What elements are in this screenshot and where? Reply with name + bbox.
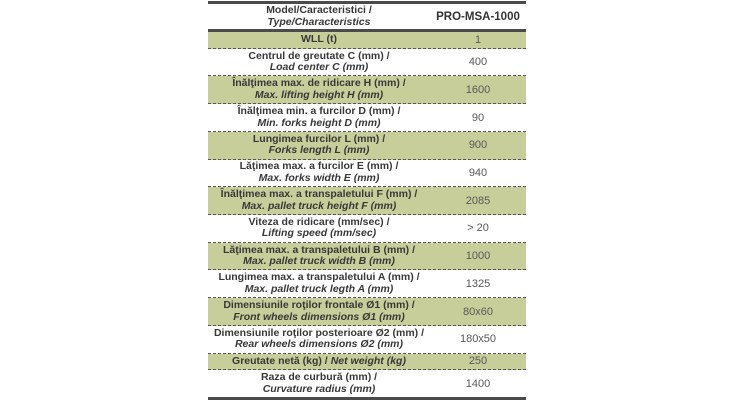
spec-label-ro: Lăţimea max. a transpaletului B (mm) / — [223, 243, 415, 256]
spec-label — [208, 370, 430, 397]
spec-label-ro: Viteza de ridicare (mm/sec) / — [248, 215, 390, 228]
spec-label — [208, 104, 430, 131]
table-row — [208, 32, 526, 49]
table-row — [208, 326, 526, 354]
spec-label-en: Net weight (kg) — [330, 354, 406, 367]
spec-value: 940 — [468, 166, 488, 179]
spec-label-ro: Înălţimea min. a furcilor D (mm) / — [237, 105, 401, 118]
table-row — [208, 76, 526, 104]
spec-label — [208, 187, 430, 214]
header-row — [208, 4, 526, 32]
spec-label-ro: Lăţimea max. a furcilor E (mm) / — [239, 160, 399, 173]
spec-label — [208, 326, 430, 353]
spec-label-ro: Dimensiunile roţilor frontale Ø1 (mm) / — [223, 299, 415, 312]
table-row — [208, 132, 526, 160]
table-row — [208, 215, 526, 243]
spec-value: 1000 — [465, 250, 491, 263]
table-row — [208, 270, 526, 298]
spec-value: 1600 — [465, 83, 491, 96]
spec-label-en: Load center C (mm) — [269, 61, 369, 74]
spec-label-en: Max. pallet truck legth A (mm) — [244, 282, 394, 295]
spec-label-en: Max. lifting height H (mm) — [254, 88, 384, 101]
spec-label-ro: Greutate netă (kg) / — [232, 354, 328, 367]
table-row — [208, 370, 526, 397]
spec-value: 900 — [468, 139, 488, 152]
header-label — [208, 4, 430, 29]
spec-label-en: Lifting speed (mm/sec) — [261, 227, 377, 240]
spec-label — [208, 160, 430, 187]
spec-table — [208, 1, 526, 400]
table-row — [208, 104, 526, 132]
spec-label — [208, 32, 430, 48]
header-model: PRO-MSA-1000 — [436, 10, 520, 23]
table-row — [208, 354, 526, 371]
spec-label — [208, 298, 430, 325]
spec-label-en: Rear wheels dimensions Ø2 (mm) — [234, 338, 404, 351]
spec-value: 250 — [468, 355, 488, 368]
spec-label — [208, 270, 430, 297]
spec-value: 1400 — [465, 377, 491, 390]
spec-label-ro: Înălţimea max. de ridicare H (mm) / — [232, 77, 406, 90]
spec-label — [208, 215, 430, 242]
table-row — [208, 243, 526, 271]
table-row — [208, 49, 526, 77]
table-row — [208, 187, 526, 215]
spec-label-ro: Dimensiunile roţilor posterioare Ø2 (mm) / — [213, 326, 425, 339]
header-label-en: Type/Characteristics — [267, 15, 371, 28]
spec-label-en: Front wheels dimensions Ø1 (mm) — [233, 310, 405, 323]
spec-label-en: Min. forks height D (mm) — [257, 116, 381, 129]
spec-label — [208, 243, 430, 270]
spec-label-ro: WLL (t) — [301, 33, 337, 46]
spec-label-ro: Lungimea furcilor L (mm) / — [252, 132, 386, 145]
spec-label — [208, 132, 430, 159]
spec-label-en: Forks length L (mm) — [268, 144, 370, 157]
spec-label-ro: Centrul de greutate C (mm) / — [248, 49, 390, 62]
spec-label — [208, 49, 430, 76]
spec-label-ro: Raza de curbură (mm) / — [260, 371, 378, 384]
spec-label-en: Max. pallet truck width B (mm) — [243, 255, 395, 268]
spec-value: 80x60 — [463, 305, 493, 318]
spec-label-ro: Lungimea max. a transpaletului A (mm) / — [218, 271, 420, 284]
spec-value: 1325 — [465, 277, 491, 290]
spec-label — [208, 354, 430, 370]
spec-value: > 20 — [467, 222, 489, 235]
table-row — [208, 160, 526, 188]
spec-label-en: Max. pallet truck height F (mm) — [241, 199, 397, 212]
spec-value: 400 — [468, 56, 488, 69]
spec-value: 2085 — [465, 194, 491, 207]
spec-label — [208, 76, 430, 103]
spec-label-en: Max. forks width E (mm) — [258, 171, 380, 184]
spec-value: 1 — [474, 33, 482, 46]
spec-value: 90 — [471, 111, 485, 124]
table-row — [208, 298, 526, 326]
spec-label-ro: Înălţimea max. a transpaletului F (mm) / — [220, 188, 418, 201]
header-label-ro: Model/Caracteristici / — [266, 4, 372, 16]
spec-value: 180x50 — [459, 333, 497, 346]
spec-label-en: Curvature radius (mm) — [262, 382, 376, 395]
